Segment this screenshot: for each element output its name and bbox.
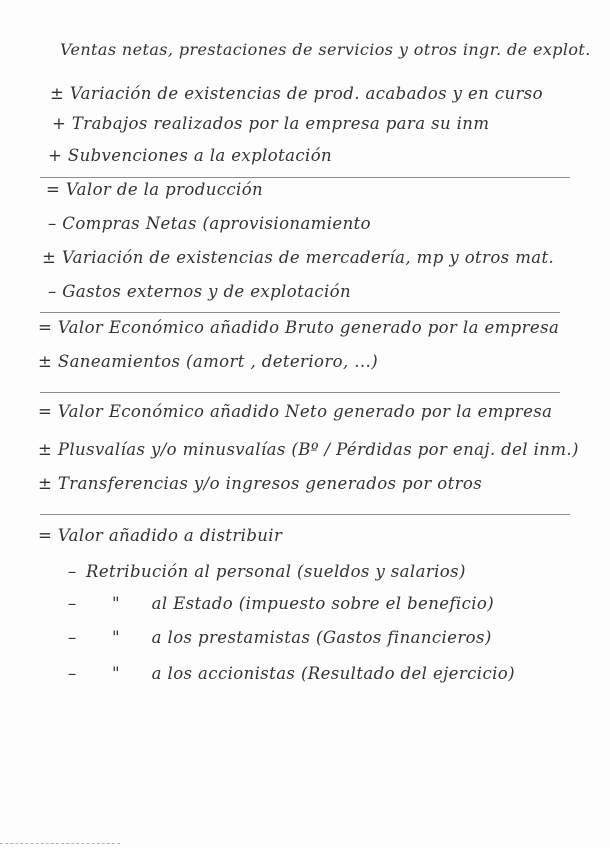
distribution-text: al Estado (impuesto sobre el beneficio) [151, 594, 495, 613]
line-gastos-externos: – Gastos externos y de explotación [48, 282, 352, 301]
ditto-mark: " [112, 664, 120, 683]
line-valor-a-distribuir: = Valor añadido a distribuir [38, 526, 283, 545]
line-trabajos-realizados: + Trabajos realizados por la empresa para su inm [52, 114, 490, 133]
distribution-item-estado [68, 594, 495, 613]
line-subvenciones: + Subvenciones a la explotación [48, 146, 333, 165]
divider-2 [40, 312, 560, 313]
dash-mark: – [68, 562, 77, 581]
dash-mark: – [68, 594, 77, 613]
distribution-text: a los accionistas (Resultado del ejercicio) [151, 664, 515, 683]
distribution-text: Retribución al personal (sueldos y salarios) [86, 562, 466, 581]
line-van: = Valor Económico añadido Neto generado por la empresa [38, 402, 553, 421]
line-variacion-existencias-merc: ± Variación de existencias de mercadería, mp y otros mat. [42, 248, 555, 267]
line-plusvalias: ± Plusvalías y/o minusvalías (Bº / Pérdidas por enaj. del inm.) [38, 440, 579, 459]
distribution-item-prestamistas [68, 628, 492, 647]
distribution-text: a los prestamistas (Gastos financieros) [151, 628, 492, 647]
ditto-mark: " [112, 594, 120, 613]
line-saneamientos: ± Saneamientos (amort , deterioro, ...) [38, 352, 379, 371]
line-variacion-existencias-prod: ± Variación de existencias de prod. acabados y en curso [50, 84, 543, 103]
divider-1 [40, 177, 570, 178]
ditto-mark: " [112, 628, 120, 647]
line-ventas-netas: Ventas netas, prestaciones de servicios y otros ingr. de explot. [60, 40, 591, 59]
scan-edge-mark [0, 843, 120, 844]
divider-4 [40, 514, 570, 515]
line-compras-netas: – Compras Netas (aprovisionamiento [48, 214, 371, 233]
line-transferencias: ± Transferencias y/o ingresos generados por otros [38, 474, 483, 493]
dash-mark: – [68, 664, 77, 683]
line-vab: = Valor Económico añadido Bruto generado por la empresa [38, 318, 560, 337]
line-valor-produccion: = Valor de la producción [46, 180, 264, 199]
divider-3 [40, 392, 560, 393]
dash-mark: – [68, 628, 77, 647]
distribution-item-personal [68, 562, 466, 581]
distribution-item-accionistas [68, 664, 515, 683]
